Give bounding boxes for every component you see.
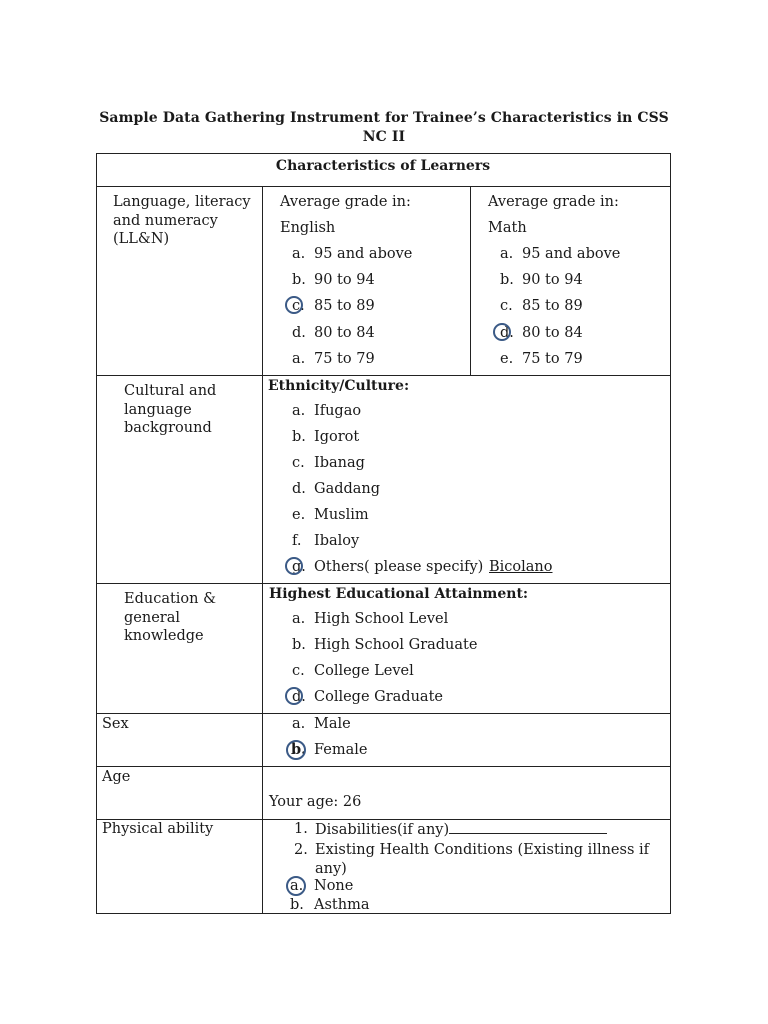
- age-label: Age: [102, 769, 131, 785]
- llnr-label: Language, literacy and numeracy (LL&N): [113, 194, 251, 247]
- selected-circle: [493, 323, 511, 341]
- option-text: 95 and above: [522, 246, 621, 262]
- document-title: Sample Data Gathering Instrument for Trainee’s Characteristics in CSS NC II: [99, 110, 669, 145]
- option-letter: b.: [292, 637, 306, 653]
- option-text: 85 to 89: [522, 298, 583, 314]
- option-text: 80 to 84: [314, 325, 375, 341]
- option-text: 75 to 79: [314, 351, 375, 367]
- english-heading: Average grade in:: [280, 194, 411, 210]
- option-letter: d.: [292, 325, 306, 341]
- option-text: 90 to 94: [522, 272, 583, 288]
- option-letter: c.: [292, 298, 305, 314]
- option-text: Asthma: [314, 897, 370, 913]
- option-letter: b.: [291, 741, 307, 758]
- blank-line: [449, 820, 607, 834]
- item-number: 2.: [294, 842, 308, 858]
- option-text: 85 to 89: [314, 298, 375, 314]
- option-text: High School Level: [314, 611, 449, 627]
- selected-circle: [286, 740, 306, 760]
- culture-label: Cultural and language background: [124, 383, 217, 436]
- option-letter: c.: [292, 455, 305, 471]
- option-letter: a.: [292, 351, 306, 367]
- option-letter: c.: [292, 663, 305, 679]
- option-letter: c.: [500, 298, 513, 314]
- option-letter: b.: [292, 429, 306, 445]
- option-letter: a.: [292, 716, 306, 732]
- math-heading: Average grade in:: [488, 194, 619, 210]
- option-letter: d.: [292, 481, 306, 497]
- option-text: Ifugao: [314, 403, 362, 419]
- option-text: None: [314, 878, 354, 894]
- selected-circle: [285, 557, 303, 575]
- option-letter: a.: [290, 878, 304, 894]
- education-heading: Highest Educational Attainment:: [269, 586, 529, 602]
- option-letter: a.: [500, 246, 514, 262]
- disabilities-item: [315, 820, 607, 839]
- age-value: Your age: 26: [269, 794, 362, 810]
- option-letter: a.: [292, 403, 306, 419]
- disabilities-text: Disabilities(if any): [315, 822, 450, 838]
- option-text: Male: [314, 716, 351, 732]
- option-letter: a.: [292, 611, 306, 627]
- specify-value: Bicolano: [489, 559, 553, 575]
- option-text: Female: [314, 742, 368, 758]
- option-letter: e.: [292, 507, 306, 523]
- option-letter: b.: [500, 272, 514, 288]
- option-letter: g.: [292, 559, 306, 575]
- option-text: College Graduate: [314, 689, 443, 705]
- option-letter: b.: [292, 272, 306, 288]
- option-letter: b.: [290, 897, 304, 913]
- health-conditions-item: Existing Health Conditions (Existing illness if any): [315, 842, 650, 877]
- option-text: Igorot: [314, 429, 360, 445]
- option-text: 75 to 79: [522, 351, 583, 367]
- option-text: College Level: [314, 663, 414, 679]
- option-letter: f.: [292, 533, 302, 549]
- option-text: Ibanag: [314, 455, 365, 471]
- option-text: 90 to 94: [314, 272, 375, 288]
- culture-heading: Ethnicity/Culture:: [268, 378, 410, 394]
- english-subject: English: [280, 220, 336, 236]
- option-text: Gaddang: [314, 481, 381, 497]
- selected-circle: [285, 687, 303, 705]
- option-text: Ibaloy: [314, 533, 360, 549]
- option-text: Muslim: [314, 507, 369, 523]
- option-text: 80 to 84: [522, 325, 583, 341]
- option-text: 95 and above: [314, 246, 413, 262]
- option-letter: d.: [500, 325, 514, 341]
- option-letter: d.: [292, 689, 306, 705]
- selected-circle: [286, 876, 306, 896]
- education-label: Education & general knowledge: [124, 591, 217, 644]
- selected-circle: [285, 296, 303, 314]
- physical-label: Physical ability: [102, 821, 214, 837]
- option-text: High School Graduate: [314, 637, 478, 653]
- sex-label: Sex: [102, 716, 129, 732]
- option-letter: a.: [292, 246, 306, 262]
- math-subject: Math: [488, 220, 527, 236]
- option-text: Others( please specify): [314, 559, 484, 575]
- table-header: Characteristics of Learners: [275, 158, 491, 174]
- option-letter: e.: [500, 351, 514, 367]
- item-number: 1.: [294, 821, 308, 837]
